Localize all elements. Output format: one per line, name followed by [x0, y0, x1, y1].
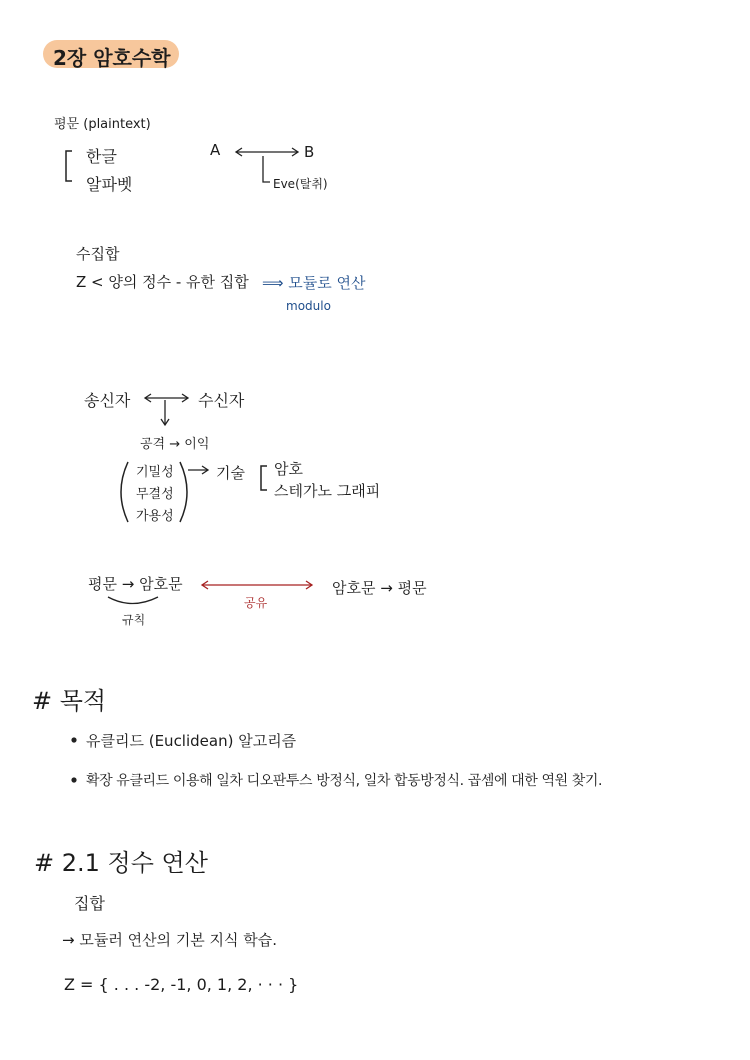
bullet-dot [71, 777, 76, 782]
plaintext-item-alphabet: 알파벳 [86, 175, 133, 194]
sender-label: 송신자 [84, 391, 131, 410]
arrow-eve [263, 156, 270, 182]
plaintext-label: 평문 (plaintext) [54, 117, 151, 132]
eavesdropper-label: Eve(탈취) [273, 177, 328, 191]
paren-right [180, 462, 187, 522]
purpose-bullet-2: 확장 유클리드 이용해 일차 디오판투스 방정식, 일차 합동방정식. 곱셈에 대한 역원 찾기. [86, 773, 603, 789]
bracket-plaintext [66, 151, 72, 181]
paren-left [121, 462, 128, 522]
party-a: A [210, 141, 221, 159]
purpose-heading: # 목적 [32, 687, 107, 715]
bracket-technique [261, 466, 267, 490]
section-2-1-subheading: 집합 [74, 894, 105, 913]
attack-label: 공격 → 이익 [140, 437, 210, 452]
receiver-label: 수신자 [198, 391, 245, 410]
section-2-1-note: → 모듈러 연산의 기본 지식 학습. [62, 931, 278, 949]
shared-label: 공유 [244, 596, 268, 610]
bullet-dot [71, 737, 76, 742]
property-confidentiality: 기밀성 [136, 465, 174, 480]
rule-curve [108, 597, 158, 604]
chapter-title: 2장 암호수학 [53, 46, 171, 70]
arrow-shared [202, 581, 312, 589]
rule-label: 규칙 [122, 613, 146, 627]
technique-cryptography: 암호 [274, 460, 303, 478]
modulo-english: modulo [286, 299, 331, 313]
modulo-result: ⟹ 모듈로 연산 [262, 274, 366, 292]
arrow-down-attack [161, 400, 169, 425]
property-availability: 가용성 [136, 509, 174, 524]
set-label: 수집합 [76, 245, 120, 263]
technique-label: 기술 [216, 464, 245, 482]
section-2-1-heading: # 2.1 정수 연산 [34, 849, 208, 877]
arrow-a-b [236, 148, 298, 156]
encrypt-flow: 평문 → 암호문 [88, 575, 183, 593]
purpose-bullet-1: 유클리드 (Euclidean) 알고리즘 [86, 732, 297, 750]
arrow-technique [188, 466, 208, 474]
arrow-sender-receiver [145, 394, 188, 402]
plaintext-item-korean: 한글 [86, 147, 117, 166]
integer-set-definition: Z = { . . . -2, -1, 0, 1, 2, · · · } [64, 975, 299, 994]
set-definition: Z < 양의 정수 - 유한 집합 [76, 273, 249, 291]
technique-steganography: 스테가노 그래피 [274, 482, 381, 500]
party-b: B [304, 143, 315, 161]
property-integrity: 무결성 [136, 487, 174, 502]
decrypt-flow: 암호문 → 평문 [332, 579, 427, 597]
